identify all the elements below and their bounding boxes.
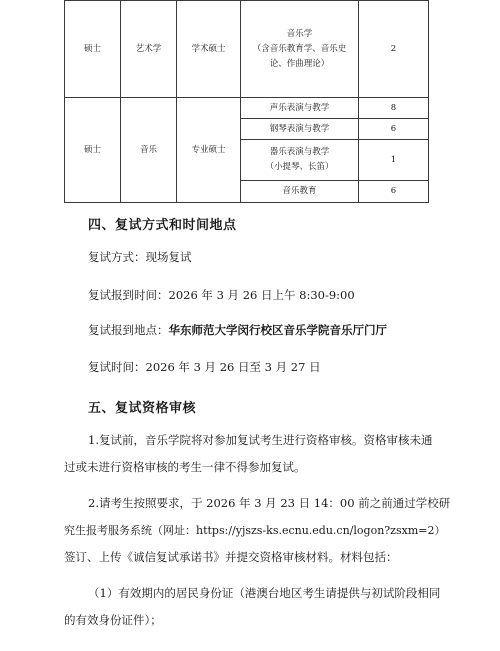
method-label: 复试方式： <box>88 250 146 264</box>
report-place-label: 复试报到地点： <box>88 323 169 337</box>
category-cell: 艺术学 <box>121 1 177 98</box>
paragraph-line: 过或未进行资格审核的考生一律不得参加复试。 <box>64 460 306 474</box>
major-line: 论、作曲理论） <box>269 58 330 69</box>
major-line: （含音乐教育学、音乐史 <box>252 43 347 54</box>
major-line: （小提琴、长笛） <box>265 162 334 172</box>
quota-cell: 6 <box>359 119 429 140</box>
section-5-title: 五、复试资格审核 <box>88 401 197 416</box>
major-cell: 声乐表演与教学 <box>241 98 359 119</box>
type-cell: 学术硕士 <box>177 1 241 98</box>
paragraph-line: 究生报考服务系统（网址：https://yjszs-ks.ecnu.edu.cn/logon?zsxm=2） <box>64 524 446 537</box>
report-time-value: 2026 年 3 月 26 日上午 8:30-9:00 <box>168 288 355 302</box>
exam-time-value: 2026 年 3 月 26 日至 3 月 27 日 <box>145 360 321 374</box>
degree-cell: 硕士 <box>65 98 121 203</box>
quota-cell: 1 <box>359 140 429 181</box>
exam-time-line <box>88 359 321 375</box>
degree-cell: 硕士 <box>65 1 121 98</box>
major-cell: 音乐教育 <box>241 181 359 203</box>
report-place-value: 华东师范大学闵行校区音乐学院音乐厅门厅 <box>168 323 387 337</box>
program-quota-table <box>64 0 429 203</box>
major-line: 器乐表演与教学 <box>269 147 330 157</box>
paragraph-line: 2.请考生按照要求，于 2026 年 3 月 23 日 14：00 前之前通过学校研 <box>88 496 451 510</box>
major-line: 音乐学 <box>286 28 313 39</box>
table-row <box>65 98 429 119</box>
method-line <box>88 249 192 265</box>
major-cell <box>241 1 359 98</box>
exam-time-label: 复试时间： <box>88 360 146 374</box>
report-time-label: 复试报到时间： <box>88 288 169 302</box>
major-cell: 钢琴表演与教学 <box>241 119 359 140</box>
quota-cell: 6 <box>359 181 429 203</box>
type-cell: 专业硕士 <box>177 98 241 203</box>
paragraph-line: 1.复试前，音乐学院将对参加复试考生进行资格审核。资格审核未通 <box>88 433 433 447</box>
category-cell: 音乐 <box>121 98 177 203</box>
paragraph-line: （1）有效期内的居民身份证（港澳台地区考生请提供与初试阶段相同 <box>88 586 441 600</box>
report-place-line <box>88 322 387 338</box>
quota-cell: 8 <box>359 98 429 119</box>
report-time-line <box>88 287 355 303</box>
table-row <box>65 1 429 98</box>
major-cell <box>241 140 359 181</box>
method-value: 现场复试 <box>145 250 192 264</box>
paragraph-line: 的有效身份证件）； <box>64 613 162 627</box>
quota-cell: 2 <box>359 1 429 98</box>
section-4-title: 四、复试方式和时间地点 <box>88 218 237 233</box>
paragraph-line: 签订、上传《诚信复试承诺书》并提交资格审核材料。材料包括： <box>64 550 398 564</box>
